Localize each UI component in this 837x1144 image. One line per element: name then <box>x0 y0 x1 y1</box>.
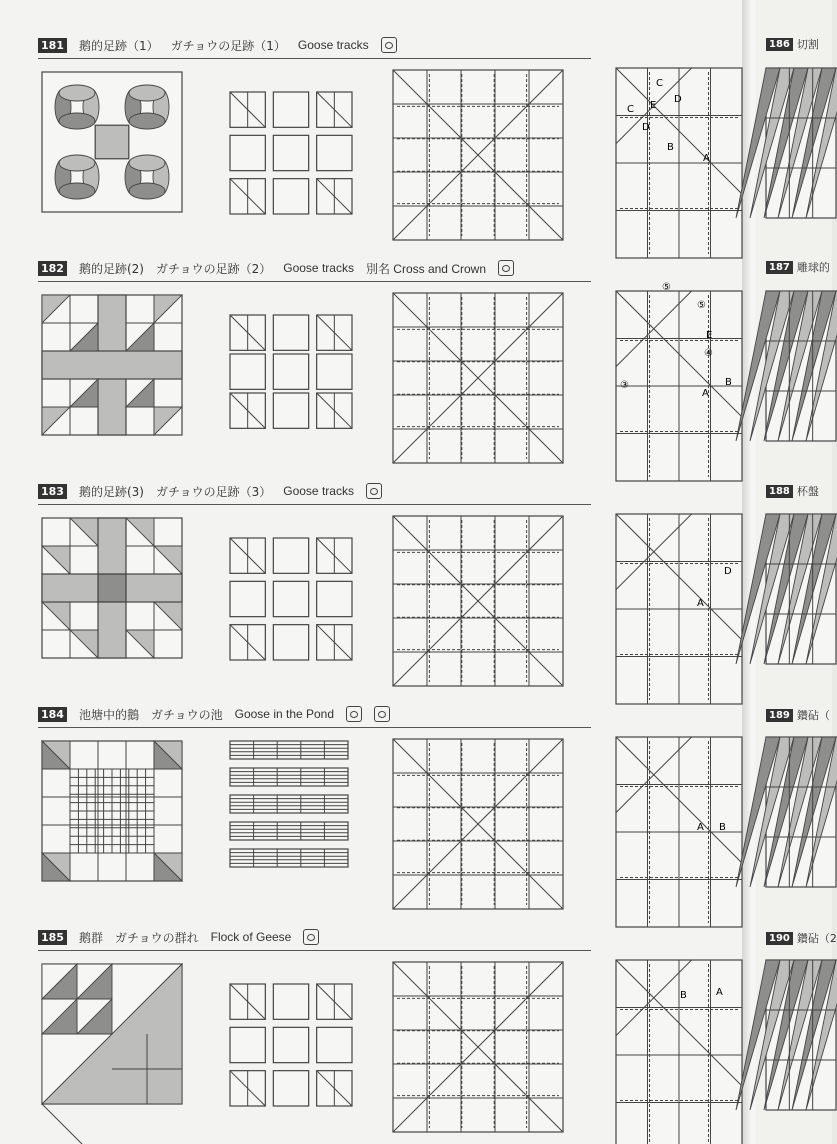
exploded-piece <box>317 354 352 389</box>
chinese-title: 鹅的足跡(3) <box>78 484 144 499</box>
piece-label: E <box>650 100 657 111</box>
right-header-189 <box>766 707 830 723</box>
center-square <box>95 125 129 159</box>
japanese-title: ガチョウの池 <box>150 707 223 722</box>
center-square <box>98 574 126 602</box>
piece-label: ⑤ <box>662 282 671 293</box>
exploded-piece <box>273 538 308 573</box>
pattern-number: 185 <box>38 930 67 945</box>
chinese-title: 鹅群 <box>78 930 103 945</box>
pattern-number: 190 <box>766 932 793 945</box>
piece-label: A <box>703 153 710 164</box>
sash-strip <box>98 518 126 574</box>
exploded-strip <box>230 741 348 759</box>
exploded-piece <box>317 135 352 170</box>
pattern-number: 188 <box>766 485 793 498</box>
japanese-title: ガチョウの群れ <box>114 930 199 945</box>
diagonal-seam <box>42 1104 182 1144</box>
english-title: Goose in the Pond <box>234 707 335 721</box>
english-title: Goose tracks <box>297 38 369 52</box>
exploded-piece <box>273 1027 308 1062</box>
piece-label: A <box>702 388 709 399</box>
chinese-title: 切割 <box>796 38 819 51</box>
exploded-piece <box>317 581 352 616</box>
leaf-patch <box>59 155 95 171</box>
sash-strip <box>126 574 182 602</box>
leaf-patch <box>129 113 165 129</box>
chinese-title: 雕球的 <box>796 261 830 274</box>
exploded-piece <box>273 92 308 127</box>
exploded-piece <box>273 625 308 660</box>
exploded-piece <box>317 1027 352 1062</box>
exploded-piece <box>230 135 265 170</box>
piece-label: D <box>724 566 732 577</box>
chinese-title: 池塘中的鵝 <box>78 707 139 722</box>
piece-label: E <box>706 330 713 341</box>
chinese-title: 鹅的足跡(2) <box>78 261 144 276</box>
exploded-piece <box>230 581 265 616</box>
chinese-title: 杯盤 <box>796 485 819 498</box>
piece-label: ③ <box>620 380 629 391</box>
exploded-piece <box>273 354 308 389</box>
piece-label: ④ <box>704 348 713 359</box>
pattern-number: 181 <box>38 38 67 53</box>
piece-label: D <box>642 122 650 133</box>
piece-label: ⑤ <box>697 300 706 311</box>
chinese-title: 鹅的足跡（1） <box>78 38 159 53</box>
exploded-piece <box>273 135 308 170</box>
exploded-piece <box>273 984 308 1019</box>
exploded-piece <box>273 581 308 616</box>
chinese-title: 鑽砧（2 <box>796 932 837 945</box>
right-header-188 <box>766 483 819 499</box>
pattern-number: 182 <box>38 261 67 276</box>
pattern-number: 183 <box>38 484 67 499</box>
english-title: Flock of Geese <box>210 930 292 944</box>
english-title: Goose tracks <box>283 484 354 498</box>
leaf-patch <box>59 113 95 129</box>
right-header-190 <box>766 930 837 946</box>
sash-strip <box>42 351 182 379</box>
leaf-patch <box>129 155 165 171</box>
piece-label: D <box>674 94 682 105</box>
exploded-piece <box>273 315 308 350</box>
exploded-piece <box>230 1027 265 1062</box>
piece-label: B <box>680 990 687 1001</box>
piece-label: A <box>697 598 704 609</box>
english-title: Goose tracks <box>283 261 354 275</box>
pattern-number: 187 <box>766 261 793 274</box>
exploded-piece <box>273 179 308 214</box>
japanese-title: ガチョウの足跡（3） <box>155 484 272 499</box>
piece-label: B <box>725 377 732 388</box>
leaf-patch <box>129 183 165 199</box>
japanese-title: ガチョウの足跡（2） <box>155 261 272 276</box>
leaf-patch <box>59 85 95 101</box>
sash-strip <box>98 602 126 658</box>
right-header-187 <box>766 259 830 275</box>
leaf-patch <box>59 183 95 199</box>
exploded-strip <box>230 822 348 840</box>
right-header-186 <box>766 36 819 52</box>
alias-title: 別名 Cross and Crown <box>365 261 486 276</box>
exploded-piece <box>273 393 308 428</box>
pattern-number: 184 <box>38 707 67 722</box>
exploded-piece <box>273 1071 308 1106</box>
piece-label: C <box>656 78 663 89</box>
piece-label: A <box>697 822 704 833</box>
exploded-strip <box>230 795 348 813</box>
piece-label: B <box>719 822 726 833</box>
piece-label: C <box>627 104 634 115</box>
piece-label: A <box>716 987 723 998</box>
leaf-patch <box>129 85 165 101</box>
chinese-title: 鑽砧（ <box>796 709 830 722</box>
pattern-number: 186 <box>766 38 793 51</box>
sash-strip <box>42 574 98 602</box>
japanese-title: ガチョウの足跡（1） <box>170 38 286 53</box>
exploded-strip <box>230 768 348 786</box>
piece-label: B <box>667 142 674 153</box>
exploded-strip <box>230 849 348 867</box>
pattern-number: 189 <box>766 709 793 722</box>
exploded-piece <box>230 354 265 389</box>
